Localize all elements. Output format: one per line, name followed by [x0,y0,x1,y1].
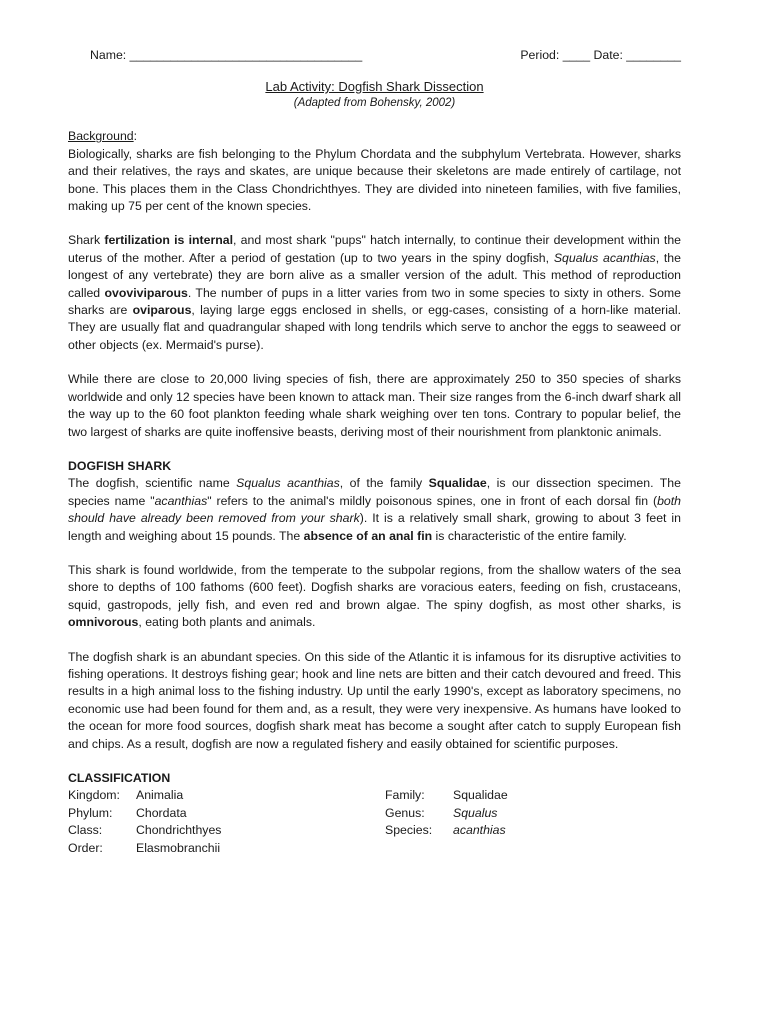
df2-text-a: This shark is found worldwide, from the temperate to the subpolar regions, from the shallow waters of the sea shore to depths of 100 fathoms (600 feet). Dogfish sharks are voracious eaters, feeding on fish, crustaceans, squid, gastropods, jelly fish, and even red and brown algae. The spiny dogfish, as most other sharks, is [68,562,681,612]
background-paragraph-2 [68,232,681,354]
bg2-text-g: . The number of pups in a litter varies from two in some species to sixty in others. Some sharks are [68,285,682,318]
bg2-bold-ovoviviparous: ovoviviparous [104,285,188,300]
kingdom-label: Kingdom: [68,788,120,803]
page-subtitle: (Adapted from Bohensky, 2002) [293,97,456,110]
classification-row [68,840,681,858]
kingdom-value: Animalia [136,788,184,803]
genus-value: Squalus [453,805,498,820]
background-paragraph-3: While there are close to 20,000 living species of fish, there are approximately 250 to 350 species of sharks worldwide and only 12 species have been known to attack man. Their size ranges from the 6-inch dwarf shark all the way up to the 60 foot plankton feeding whale shark weighing over ten tons. Contrary to popular belief, the two largest of sharks are quite inoffensive beasts, deriving most of their nourishment from planktonic animals. [68,372,681,439]
species-label: Species: [385,823,433,838]
df1-text-i: ). It is a relatively small shark, growing to about 3 feet in length and weighing about 15 pounds. The [68,511,681,543]
worksheet-page [68,47,681,859]
classification-row [68,805,681,823]
df1-italic-note: both should have already been removed from your shark [68,493,681,526]
classification-row [68,822,681,840]
bg2-text-c: , and most shark "pups" hatch internally, to continue their development within the uterus of the mother. After a period of gestation (up to two years in the spiny dogfish, [68,233,681,265]
period-date-field: Period: ____ Date: ________ [520,48,681,62]
order-label: Order: [68,840,103,855]
df1-bold-family: Squalidae [428,476,487,491]
family-value: Squalidae [453,788,508,803]
dogfish-paragraph-3: The dogfish shark is an abundant species. On this side of the Atlantic it is infamous for its disruptive activities to fishing operations. It destroys fishing gear; hook and line nets are bitten and their catch devoured and freed. This results in a high animal loss to the fishing industry. Up until the early 1990's, except as laboratory specimens, no economic use had been found for them and, as a result, they were very inexpensive. As humans have looked to the ocean for more food sources, dogfish shark meat has become a sought after catch to supply European fish and chips. As a result, dogfish are now a regulated fishery and easily obtained for scientific purposes. [68,649,681,751]
df2-bold-omnivorous: omnivorous [68,615,139,630]
df2-text-c: , eating both plants and animals. [138,615,316,630]
df1-italic-acanthias: acanthias [154,493,208,508]
bg2-bold-oviparous: oviparous [132,303,192,318]
species-value: acanthias [453,823,506,838]
df1-bold-anal-fin: absence of an anal fin [303,528,433,543]
bg2-text-e: , the longest of any vertebrate) they are born alive as a smaller version of the adult. This method of reproduction called [68,250,681,300]
bg2-bold-fertilization: fertilization is internal [104,233,234,248]
df1-text-e: , is our dissection specimen. The species name " [68,476,681,508]
family-label: Family: [385,788,425,803]
bg2-text-a: Shark [68,233,105,248]
df1-italic-species: Squalus acanthias [236,476,340,491]
df1-text-g: " refers to the animal's mildly poisonous spines, one in front of each dorsal fin ( [207,493,658,508]
df1-text-k: is characteristic of the entire family. [432,528,627,543]
page-title-text: Lab Activity: Dogfish Shark Dissection [265,79,484,94]
bg2-text-i: , laying large eggs enclosed in shells, or egg-cases, consisting of a horn-like material. They are usually flat and quadrangular shaped with long tendrils which serve to anchor the eggs to seaweed or other objects (ex. Mermaid's purse). [68,303,681,352]
dogfish-heading: DOGFISH SHARK [68,458,172,473]
dogfish-paragraph-2 [68,562,681,632]
dogfish-paragraph-1 [68,475,681,545]
background-colon: : [133,129,138,144]
page-title [68,78,681,95]
background-label: Background [68,129,134,144]
bg2-italic-species: Squalus acanthias [553,250,656,265]
header-row [90,47,681,65]
classification-heading: CLASSIFICATION [68,771,171,785]
df1-text-c: , of the family [339,476,429,491]
class-value: Chondrichthyes [136,823,222,838]
genus-label: Genus: [385,805,425,820]
classification-table [68,787,681,859]
classification-row [68,787,681,805]
name-field: Name: __________________________________ [90,48,363,62]
df1-text-a: The dogfish, scientific name [68,476,237,491]
background-paragraph-1: Biologically, sharks are fish belonging to the Phylum Chordata and the subphylum Vertebrata. However, sharks and their relatives, the rays and skates, are unique because their skeletons are made entirely of cartilage, not bone. This places them in the Class Chondrichthyes. They are divided into nineteen families, with five families, making up 75 per cent of the known species. [68,146,681,214]
order-value: Elasmobranchii [136,840,221,855]
phylum-label: Phylum: [68,805,113,820]
phylum-value: Chordata [136,805,187,820]
class-label: Class: [68,823,103,838]
background-heading [68,128,681,145]
